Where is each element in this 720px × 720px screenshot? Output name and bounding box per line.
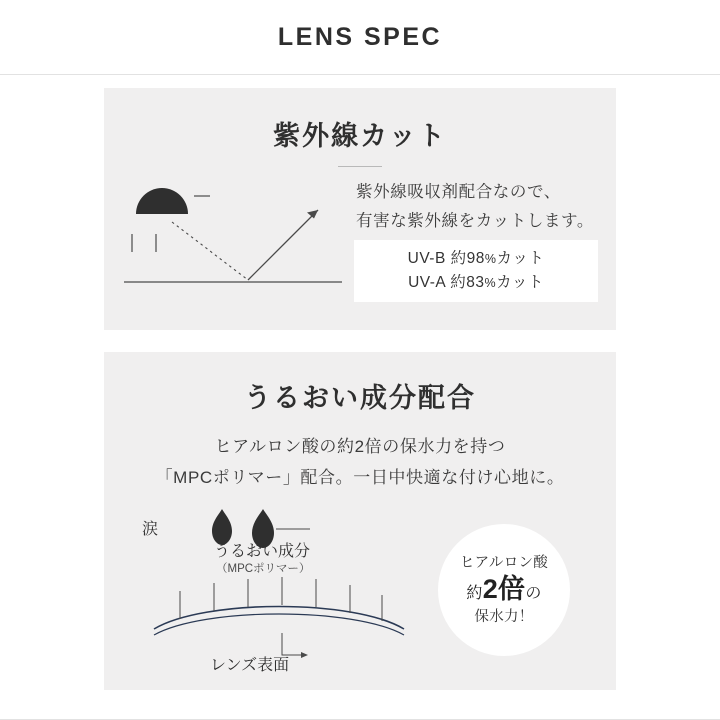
tear-label: 涙 bbox=[142, 521, 159, 538]
uv-spec-row bbox=[408, 247, 545, 271]
moisture-panel-title: うるおい成分配合 bbox=[244, 383, 476, 413]
hyaluronic-comparison-bubble bbox=[438, 524, 570, 656]
page-title: LENS SPEC bbox=[277, 22, 443, 51]
moisture-panel bbox=[104, 352, 616, 690]
lens-surface-label: レンズ表面 bbox=[210, 657, 290, 674]
page-header bbox=[0, 0, 720, 75]
uv-a-suffix: カット bbox=[496, 274, 544, 291]
uv-a-label: UV-A bbox=[408, 274, 446, 291]
moisture-description-line-1: ヒアルロン酸の約2倍の保水力を持つ bbox=[214, 437, 506, 456]
uv-panel-title: 紫外線カット bbox=[273, 121, 447, 151]
lens-surface-droplets-diagram bbox=[134, 507, 464, 672]
moisture-description bbox=[104, 432, 616, 493]
bubble-prefix: 約 bbox=[466, 585, 483, 603]
uv-b-label: UV-B bbox=[407, 249, 446, 267]
bubble-line-2 bbox=[466, 573, 541, 607]
uv-b-unit: % bbox=[484, 251, 497, 266]
moisture-label: うるおい成分 bbox=[214, 543, 311, 560]
uv-description bbox=[356, 178, 596, 236]
uv-a-unit: % bbox=[484, 276, 497, 290]
uv-b-value: 約98 bbox=[450, 249, 485, 267]
uv-cut-panel bbox=[104, 88, 616, 330]
bubble-suffix: の bbox=[525, 585, 542, 603]
moisture-description-line-2: 「MPCポリマー」配合。一日中快適な付け心地に。 bbox=[155, 467, 565, 487]
bubble-multiplier: 2倍 bbox=[482, 574, 526, 605]
moisture-sub-label: （MPCポリマー） bbox=[216, 563, 311, 575]
uv-spec-box bbox=[354, 240, 598, 302]
bubble-line-3: 保水力！ bbox=[474, 608, 534, 625]
uv-description-line-2: 有害な紫外線をカットします。 bbox=[356, 211, 594, 230]
uv-b-suffix: カット bbox=[496, 249, 545, 267]
bubble-line-1: ヒアルロン酸 bbox=[459, 555, 549, 571]
uv-spec-row bbox=[408, 271, 544, 295]
sun-uv-reflection-diagram bbox=[118, 166, 348, 306]
uv-a-value: 約83 bbox=[450, 274, 485, 291]
uv-description-line-1: 紫外線吸収剤配合なので、 bbox=[356, 183, 561, 201]
